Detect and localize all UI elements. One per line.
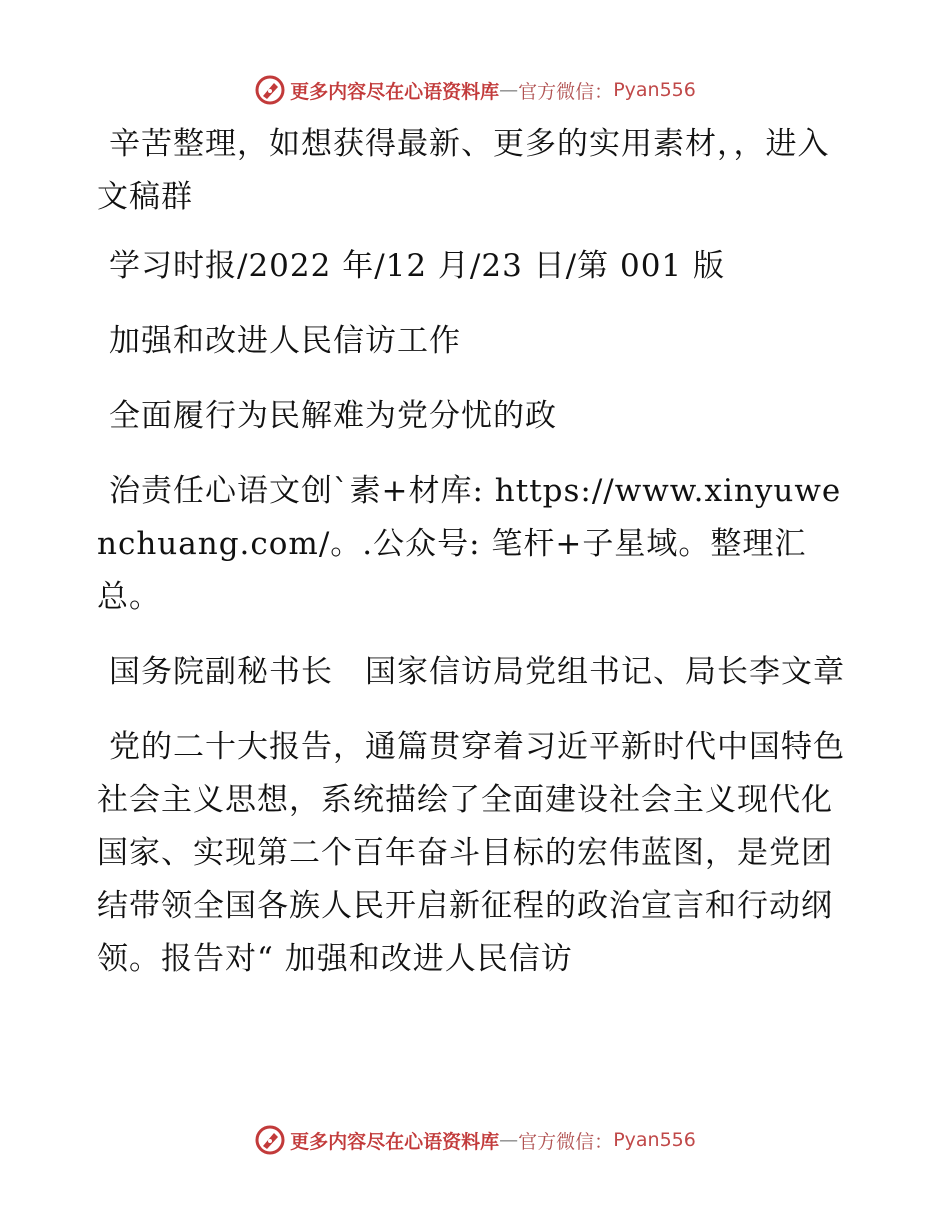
watermark-sub-text: 官方微信： [518,1130,614,1153]
body-paragraph: 党的二十大报告，通篇贯穿着习近平新时代中国特色社会主义思想，系统描绘了全面建设社会主义现代化国家、实现第二个百年奋斗目标的宏伟蓝图，是党团结带领全国各族人民开启新征程的政治宣言和行动纲领。报告对“ 加强和改进人民信访 [97,729,845,977]
watermark-dash: — [499,1129,519,1151]
watermark-footer [0,1122,950,1158]
article-subtitle: 全面履行为民解难为党分忧的政 [109,398,557,434]
watermark-dash: — [499,79,519,101]
pen-nib-logo-icon [254,1124,286,1156]
watermark-main-text: 更多内容尽在心语资料库 [290,80,500,103]
document-body [97,118,857,1008]
pen-nib-logo-icon [254,74,286,106]
watermark-main-text: 更多内容尽在心语资料库 [290,1130,500,1153]
author-line: 国务院副秘书长 国家信访局党组书记、局长李文章 [109,654,845,690]
watermark-sub-text: 官方微信： [518,80,614,103]
watermark-wechat-id: Pyan556 [613,79,696,101]
article-title: 加强和改进人民信访工作 [109,323,461,359]
source-notice-paragraph: 治责任心语文创`素+材库: https://www.xinyuwenchuang.com/。.公众号: 笔杆+子星域。整理汇总。 [97,473,842,615]
source-line: 学习时报/2022 年/12 月/23 日/第 001 版 [109,248,726,284]
watermark-wechat-id: Pyan556 [613,1129,696,1151]
intro-paragraph: 辛苦整理，如想获得最新、更多的实用素材，，进入文稿群 [97,126,830,215]
watermark-header [0,72,950,108]
